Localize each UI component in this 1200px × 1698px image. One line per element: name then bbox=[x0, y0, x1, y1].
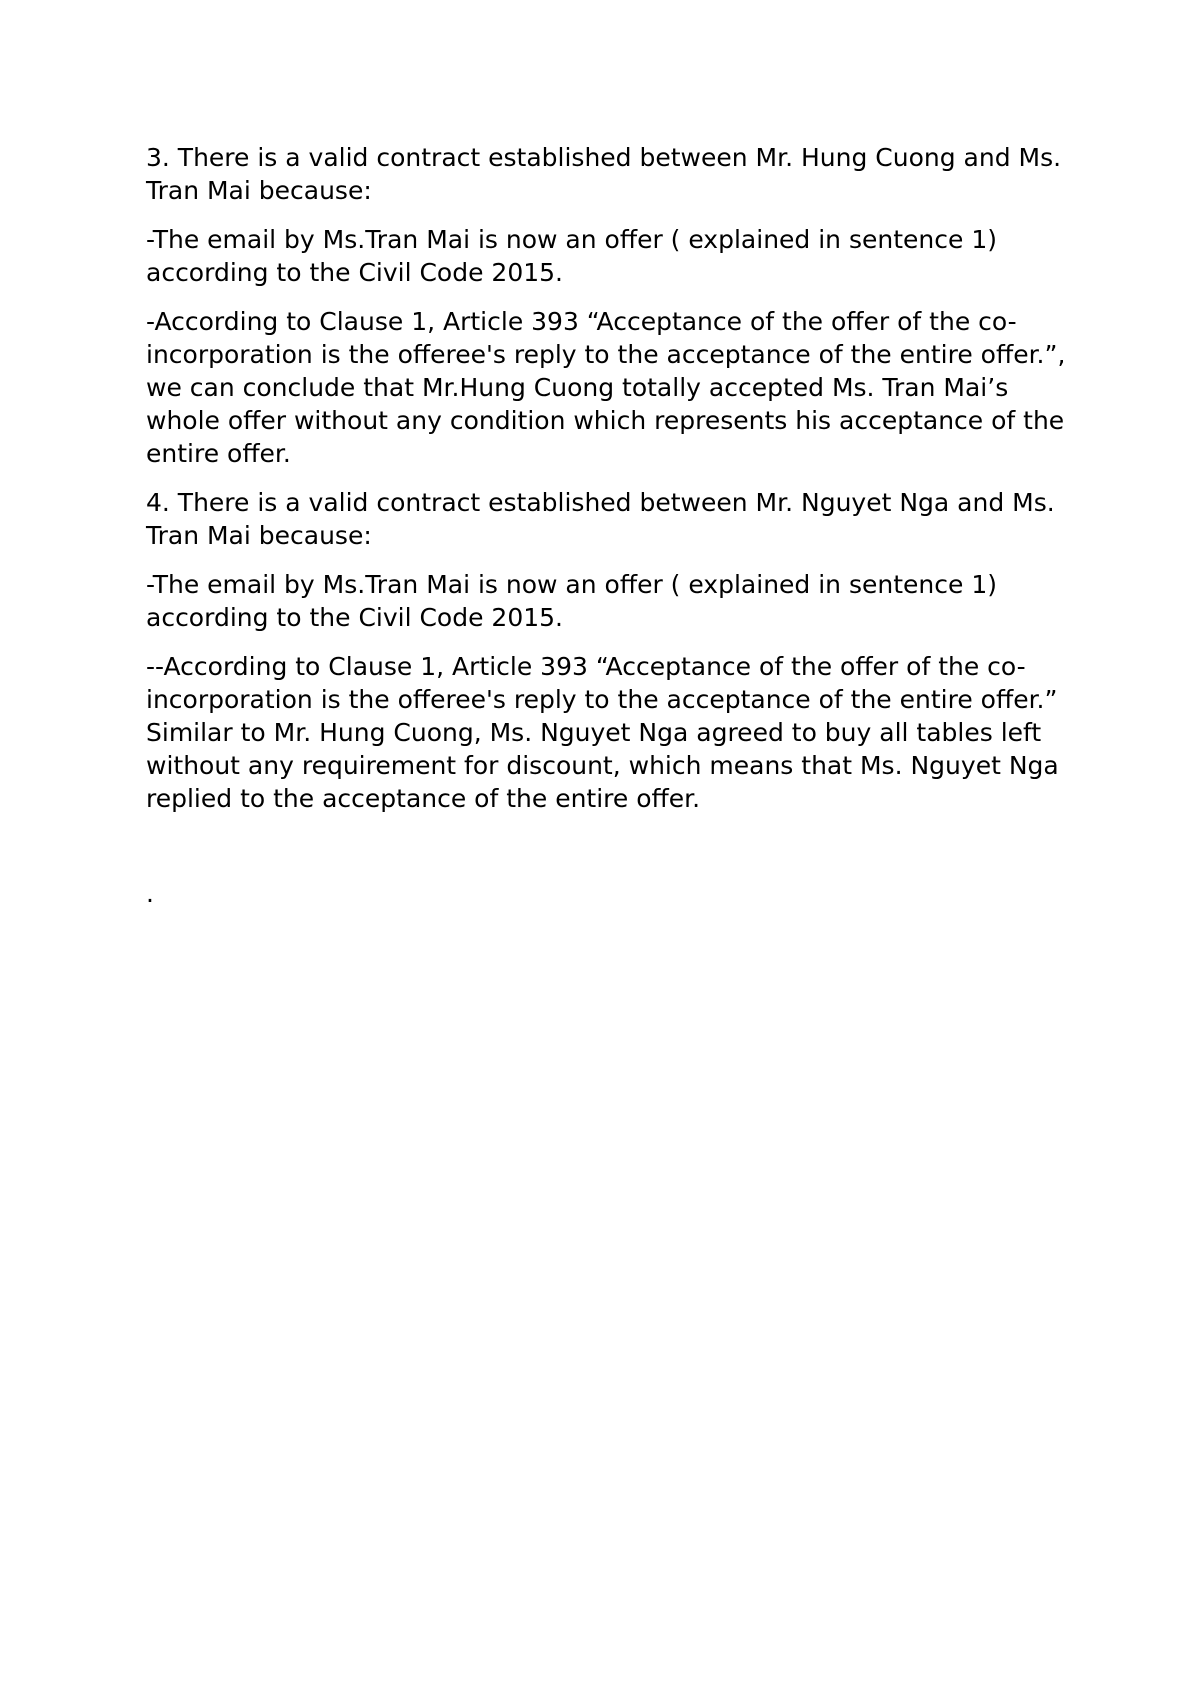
document-body bbox=[146, 141, 1066, 926]
paragraph-3-offer-point: -The email by Ms.Tran Mai is now an offer ( explained in sentence 1) according to the Civil Code 2015. bbox=[146, 225, 997, 287]
paragraph-4-offer-point: -The email by Ms.Tran Mai is now an offer ( explained in sentence 1) according to the Civil Code 2015. bbox=[146, 570, 997, 632]
trailing-period: . bbox=[146, 879, 154, 908]
paragraph-4-heading: 4. There is a valid contract established between Mr. Nguyet Nga and Ms. Tran Mai because: bbox=[146, 488, 1055, 550]
paragraph-3-heading: 3. There is a valid contract established between Mr. Hung Cuong and Ms. Tran Mai because: bbox=[146, 143, 1062, 205]
paragraph-3-acceptance-point: -According to Clause 1, Article 393 “Acceptance of the offer of the co-incorporation is the offeree's reply to the acceptance of the entire offer.”, we can conclude that Mr.Hung Cuong totally accepted Ms. Tran Mai’s whole offer without any condition which represents his acceptance of the entire offer. bbox=[146, 307, 1066, 468]
paragraph-4-acceptance-point: --According to Clause 1, Article 393 “Acceptance of the offer of the co-incorporation is the offeree's reply to the acceptance of the entire offer.” Similar to Mr. Hung Cuong, Ms. Nguyet Nga agreed to buy all tables left without any requirement for discount, which means that Ms. Nguyet Nga replied to the acceptance of the entire offer. bbox=[146, 652, 1059, 813]
